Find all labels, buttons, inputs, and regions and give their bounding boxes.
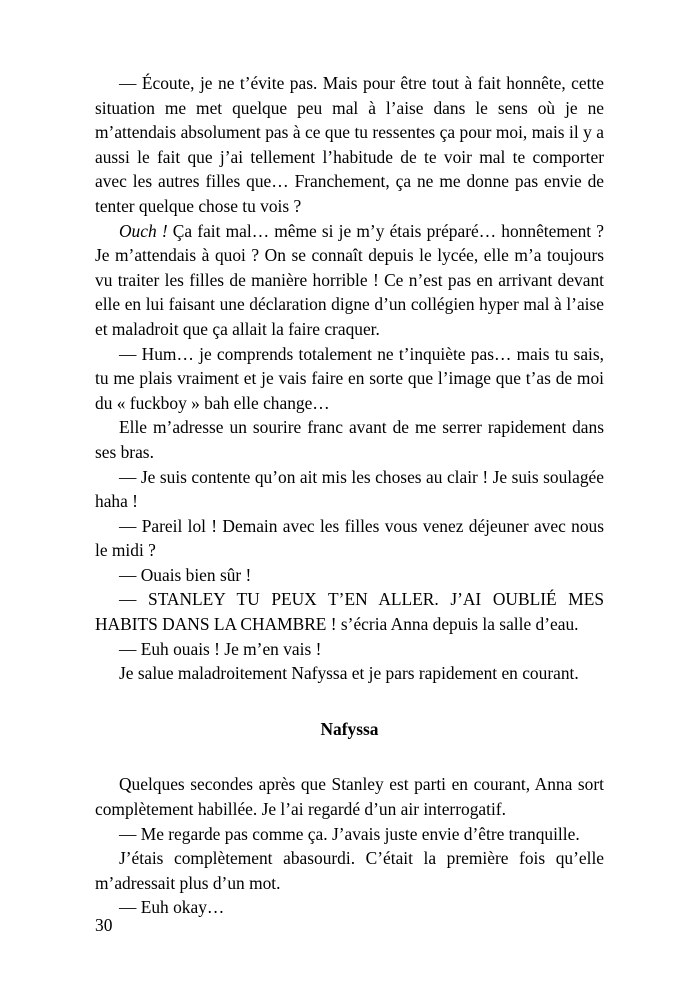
page-number: 30 bbox=[95, 915, 113, 935]
paragraph: — Écoute, je ne t’évite pas. Mais pour être tout à fait honnête, cette situation me met quelque peu mal à l’aise dans le sens où je ne m’attendais absolument pas à ce que tu ressentes ça pour moi, mais il y a aussi le fait que j’ai tellement l’habitude de te voir mal te comporter avec les autres filles que… Franchement, ça ne me donne pas envie de tenter quelque chose tu vois ? bbox=[95, 73, 604, 216]
book-page-body bbox=[95, 71, 604, 920]
paragraph: — Me regarde pas comme ça. J’avais juste envie d’être tranquille. bbox=[119, 823, 580, 844]
paragraph: — Hum… je comprends totalement ne t’inquiète pas… mais tu sais, tu me plais vraiment et je vais faire en sorte que l’image que t’as de moi du « fuckboy » bah elle change… bbox=[95, 343, 604, 413]
italic-exclamation: Ouch ! bbox=[119, 220, 168, 241]
paragraph: — Je suis contente qu’on ait mis les choses au clair ! Je suis soulagée haha ! bbox=[95, 466, 604, 512]
paragraph: — Pareil lol ! Demain avec les filles vous venez déjeuner avec nous le midi ? bbox=[95, 515, 604, 561]
section-heading: Nafyssa bbox=[320, 718, 379, 739]
paragraph: Je salue maladroitement Nafyssa et je pars rapidement en courant. bbox=[119, 663, 579, 684]
paragraph: — STANLEY TU PEUX T’EN ALLER. J’AI OUBLIÉ MES HABITS DANS LA CHAMBRE ! s’écria Anna depuis la salle d’eau. bbox=[95, 589, 604, 635]
paragraph: — Euh okay… bbox=[119, 897, 225, 918]
paragraph: — Ouais bien sûr ! bbox=[119, 564, 252, 585]
paragraph: — Euh ouais ! Je m’en vais ! bbox=[119, 638, 322, 659]
paragraph-ouch bbox=[95, 219, 604, 342]
paragraph: Quelques secondes après que Stanley est parti en courant, Anna sort complètement habillée. Je l’ai regardé d’un air interrogatif. bbox=[95, 774, 604, 820]
paragraph-text: Ça fait mal… même si je m’y étais préparé… honnêtement ? Je m’attendais à quoi ? On se connaît depuis le lycée, elle m’a toujours vu traiter les filles de manière horrible ! Ce n’est pas en arrivant devant elle en lui faisant une déclaration digne d’un collégien hyper mal à l’aise et maladroit que ça allait la faire craquer. bbox=[95, 220, 604, 339]
paragraph: Elle m’adresse un sourire franc avant de me serrer rapidement dans ses bras. bbox=[95, 417, 604, 462]
paragraph: J’étais complètement abasourdi. C’était la première fois qu’elle m’adressait plus d’un mot. bbox=[95, 848, 604, 893]
